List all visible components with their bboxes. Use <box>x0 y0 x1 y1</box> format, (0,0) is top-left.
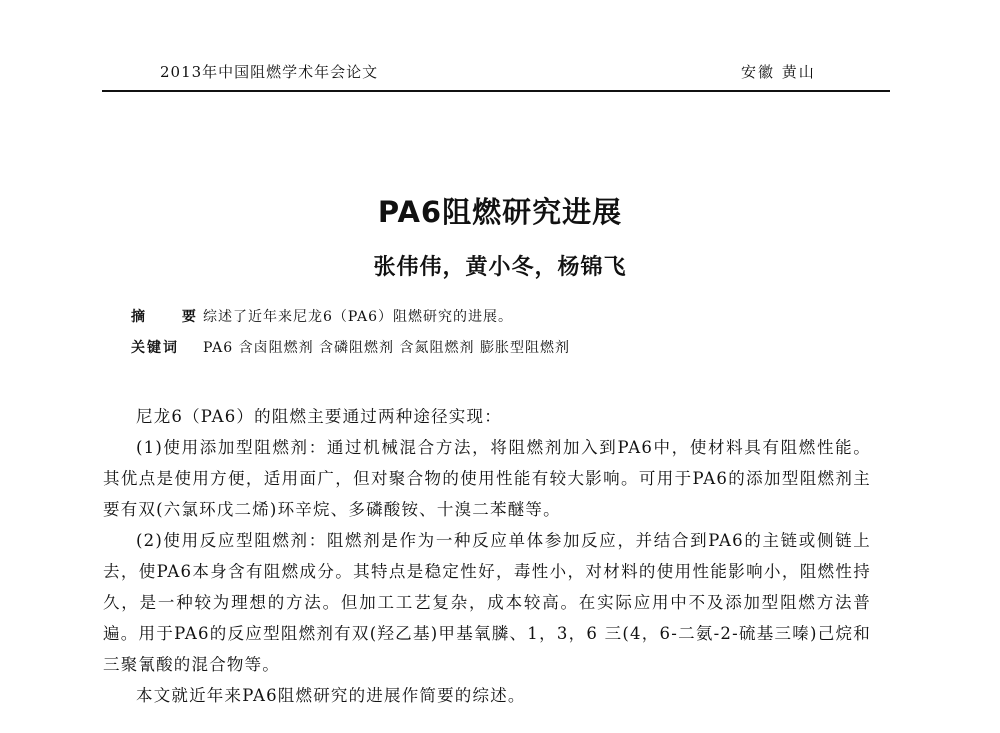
keywords-label: 关键词 <box>131 340 179 356</box>
body-paragraph-additive: (1)使用添加型阻燃剂：通过机械混合方法，将阻燃剂加入到PA6中，使材料具有阻燃性能。其优点是使用方便，适用面广，但对聚合物的使用性能有较大影响。可用于PA6的添加型阻燃剂主要有双(六氯环戊二烯)环辛烷、多磷酸铵、十溴二苯醚等。 <box>103 438 871 519</box>
body-text <box>103 401 871 711</box>
body-paragraph-reactive: (2)使用反应型阻燃剂：阻燃剂是作为一种反应单体参加反应，并结合到PA6的主链或侧链上去，使PA6本身含有阻燃成分。其特点是稳定性好，毒性小，对材料的使用性能影响小，阻燃性持久，是一种较为理想的方法。但加工工艺复杂，成本较高。在实际应用中不及添加型阻燃方法普遍。用于PA6的反应型阻燃剂有双(羟乙基)甲基氧膦、1，3，6 三(4，6-二氨-2-硫基三嗪)己烷和三聚氰酸的混合物等。 <box>103 531 871 674</box>
keywords-text: PA6 含卤阻燃剂 含磷阻燃剂 含氮阻燃剂 膨胀型阻燃剂 <box>203 340 570 356</box>
abstract-row <box>131 306 513 326</box>
header-divider <box>102 90 890 92</box>
running-header-conference: 2013年中国阻燃学术年会论文 <box>160 63 379 81</box>
running-header-location: 安徽 黄山 <box>741 63 816 81</box>
keywords-row <box>131 337 570 357</box>
paper-authors: 张伟伟，黄小冬，杨锦飞 <box>373 255 627 280</box>
body-paragraph-summary: 本文就近年来PA6阻燃研究的进展作简要的综述。 <box>136 686 526 705</box>
abstract-label: 摘 要 <box>131 309 212 325</box>
abstract-text: 综述了近年来尼龙6（PA6）阻燃研究的进展。 <box>203 309 514 325</box>
paper-title: PA6阻燃研究进展 <box>377 195 623 229</box>
body-paragraph-intro: 尼龙6（PA6）的阻燃主要通过两种途径实现： <box>136 407 502 426</box>
